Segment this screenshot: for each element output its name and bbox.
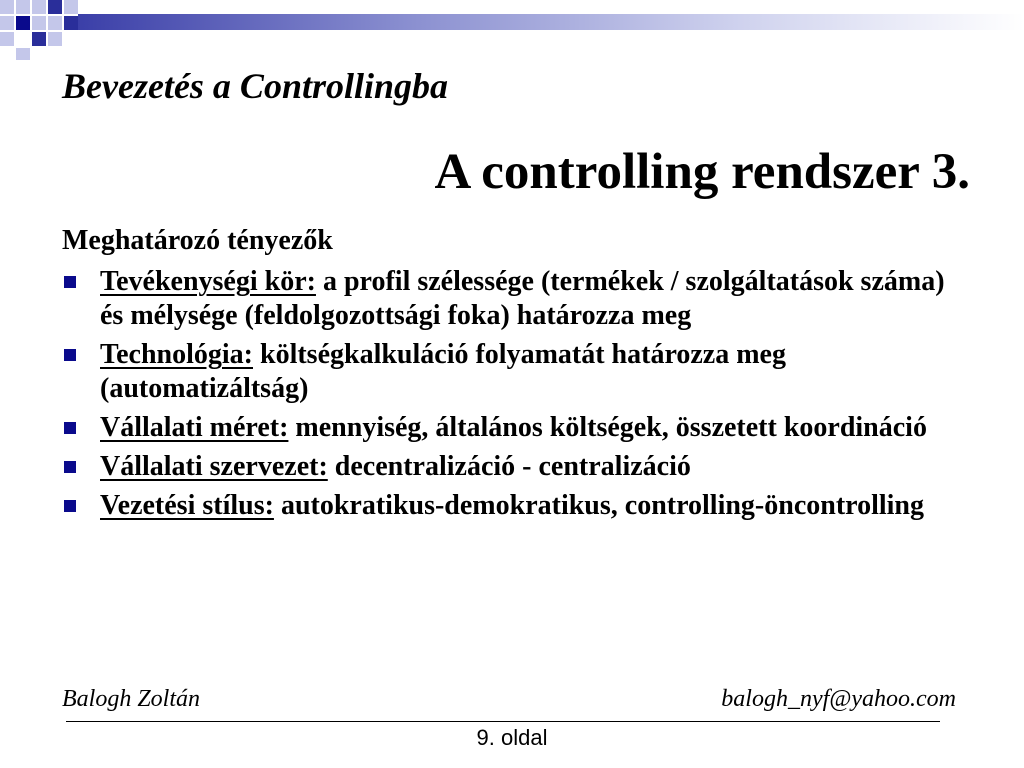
- footer-divider: [66, 721, 940, 722]
- decor-square: [16, 0, 30, 14]
- page-number: 9. oldal: [476, 725, 548, 750]
- decor-square: [16, 48, 30, 60]
- decor-square: [0, 32, 14, 46]
- footer-email: balogh_nyf@yahoo.com: [721, 686, 956, 712]
- decor-square: [64, 0, 78, 14]
- square-bullet-icon: [64, 422, 76, 434]
- list-item: [62, 489, 962, 523]
- header-title: Bevezetés a Controllingba: [62, 66, 448, 106]
- bullet-term: Vállalati szervezet:: [100, 451, 328, 482]
- slide-subtitle: Meghatározó tényezők: [62, 225, 333, 256]
- slide-title: A controlling rendszer 3.: [434, 144, 970, 200]
- list-item: [62, 338, 962, 406]
- bullet-text: decentralizáció - centralizáció: [327, 451, 691, 482]
- bullet-term: Vezetési stílus:: [100, 490, 274, 521]
- decor-square: [32, 0, 46, 14]
- decor-square: [32, 16, 46, 30]
- list-item: [62, 450, 962, 484]
- square-bullet-icon: [64, 349, 76, 361]
- square-bullet-icon: [64, 461, 76, 473]
- list-item: [62, 265, 962, 333]
- decor-square: [0, 0, 14, 14]
- decor-square: [64, 16, 78, 30]
- footer-author: Balogh Zoltán: [62, 686, 201, 712]
- bullet-term: Vállalati méret:: [100, 412, 289, 443]
- bullet-term: Technológia:: [100, 339, 253, 370]
- bullet-text: költségkalkuláció folyamatát határozza meg (automatizáltság): [100, 339, 786, 404]
- decorative-squares: [0, 0, 1024, 60]
- decor-square: [48, 0, 62, 14]
- decor-square: [16, 16, 30, 30]
- bullet-list: [62, 265, 962, 528]
- decor-square: [32, 32, 46, 46]
- bullet-text: a profil szélessége (termékek / szolgáltatások száma) és mélysége (feldolgozottsági foka) határozza meg: [100, 266, 945, 331]
- bullet-text: autokratikus-demokratikus, controlling-öncontrolling: [273, 490, 924, 521]
- square-bullet-icon: [64, 276, 76, 288]
- list-item: [62, 411, 962, 445]
- decor-square: [48, 16, 62, 30]
- gradient-band: [78, 14, 1024, 30]
- bullet-term: Tevékenységi kör:: [100, 266, 316, 297]
- bullet-text: mennyiség, általános költségek, összetett koordináció: [288, 412, 927, 443]
- decor-square: [48, 32, 62, 46]
- decor-square: [0, 16, 14, 30]
- square-bullet-icon: [64, 500, 76, 512]
